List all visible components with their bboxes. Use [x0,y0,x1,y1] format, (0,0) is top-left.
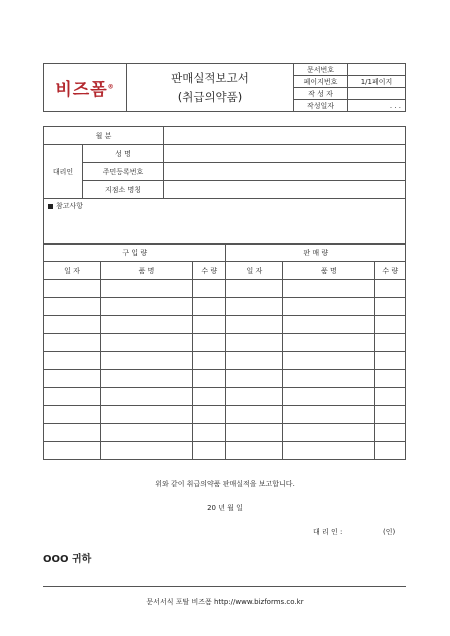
table-cell[interactable] [226,388,283,406]
trade-table [43,243,406,460]
reference-label: 참고사항 [56,202,84,210]
table-cell[interactable] [44,298,101,316]
table-cell[interactable] [44,280,101,298]
table-cell[interactable] [283,316,375,334]
name-field[interactable] [164,145,406,163]
month-field[interactable] [164,127,406,145]
table-cell[interactable] [193,334,226,352]
table-row [44,352,406,370]
table-cell[interactable] [375,280,406,298]
table-cell[interactable] [375,298,406,316]
table-row [44,442,406,460]
table-row [44,370,406,388]
document-title [127,64,294,112]
table-cell[interactable] [226,280,283,298]
footer-divider [43,586,406,587]
table-row [44,424,406,442]
table-cell[interactable] [44,442,101,460]
table-cell[interactable] [226,442,283,460]
report-date: 20 년 월 일 [207,504,243,512]
table-cell[interactable] [100,442,192,460]
applicant-form [43,126,406,245]
table-cell[interactable] [283,370,375,388]
table-cell[interactable] [100,334,192,352]
resident-label: 주민등록번호 [83,163,164,181]
table-cell[interactable] [283,442,375,460]
table-cell[interactable] [375,334,406,352]
table-row [44,334,406,352]
table-cell[interactable] [193,388,226,406]
reference-field[interactable] [44,199,406,245]
table-row [44,406,406,424]
table-cell[interactable] [375,388,406,406]
table-cell[interactable] [375,370,406,388]
table-cell[interactable] [100,352,192,370]
resident-field[interactable] [164,163,406,181]
table-cell[interactable] [193,316,226,334]
title-line-2: (취급의약품) [177,89,243,104]
table-cell[interactable] [44,334,101,352]
table-cell[interactable] [375,442,406,460]
table-cell[interactable] [283,334,375,352]
table-cell[interactable] [226,370,283,388]
table-cell[interactable] [193,298,226,316]
signer-label: 대 리 인 : [313,528,343,536]
table-cell[interactable] [283,352,375,370]
col-date: 일 자 [226,262,283,280]
table-cell[interactable] [100,424,192,442]
meta-value[interactable]: . . . [348,100,406,112]
table-row [44,298,406,316]
meta-key: 작 성 자 [294,88,348,100]
table-cell[interactable] [193,424,226,442]
sales-header: 판 매 량 [226,244,406,262]
document-header [43,63,406,112]
column-header-row [44,262,406,280]
logo-cell [44,64,127,112]
table-cell[interactable] [193,406,226,424]
table-cell[interactable] [100,370,192,388]
table-cell[interactable] [100,388,192,406]
col-qty: 수 량 [375,262,406,280]
table-cell[interactable] [283,388,375,406]
meta-value[interactable]: 1/1페이지 [348,76,406,88]
purchase-header: 구 입 량 [44,244,226,262]
table-cell[interactable] [375,316,406,334]
trade-rows [44,280,406,460]
table-cell[interactable] [226,406,283,424]
footer-text: 문서서식 포탈 비즈폼 http://www.bizforms.co.kr [146,598,304,606]
table-cell[interactable] [44,352,101,370]
table-cell[interactable] [375,352,406,370]
table-cell[interactable] [283,424,375,442]
title-line-1: 판매실적보고서 [171,70,249,85]
statement-text: 위와 같이 취급의약품 판매실적을 보고합니다. [155,480,295,488]
table-row [44,280,406,298]
name-label: 성 명 [83,145,164,163]
meta-key: 페이지번호 [294,76,348,88]
table-cell[interactable] [193,370,226,388]
table-row [44,316,406,334]
table-row [44,388,406,406]
col-item: 품 명 [100,262,192,280]
table-cell[interactable] [375,406,406,424]
table-cell[interactable] [100,298,192,316]
meta-value[interactable] [348,88,406,100]
table-cell[interactable] [44,370,101,388]
square-bullet-icon [48,204,53,209]
table-cell[interactable] [375,424,406,442]
table-cell[interactable] [226,424,283,442]
recipient: OOO 귀하 [43,554,92,565]
store-field[interactable] [164,181,406,199]
table-cell[interactable] [100,316,192,334]
table-cell[interactable] [44,424,101,442]
table-cell[interactable] [283,280,375,298]
agent-label: 대리인 [44,145,83,199]
table-cell[interactable] [226,334,283,352]
table-cell[interactable] [226,298,283,316]
table-cell[interactable] [44,406,101,424]
bizforms-logo: 비즈폼® [55,80,115,100]
col-item: 품 명 [283,262,375,280]
table-cell[interactable] [193,352,226,370]
table-cell[interactable] [283,406,375,424]
table-cell[interactable] [44,388,101,406]
table-cell[interactable] [100,280,192,298]
col-qty: 수 량 [193,262,226,280]
table-cell[interactable] [226,316,283,334]
table-cell[interactable] [226,352,283,370]
table-cell[interactable] [283,298,375,316]
month-label: 월 분 [44,127,164,145]
table-cell[interactable] [193,280,226,298]
meta-key: 문서번호 [294,64,348,76]
table-cell[interactable] [100,406,192,424]
seal-mark: (인) [383,528,396,536]
table-cell[interactable] [44,316,101,334]
store-label: 지점소 명칭 [83,181,164,199]
meta-key: 작성일자 [294,100,348,112]
col-date: 일 자 [44,262,101,280]
table-cell[interactable] [193,442,226,460]
meta-value[interactable] [348,64,406,76]
